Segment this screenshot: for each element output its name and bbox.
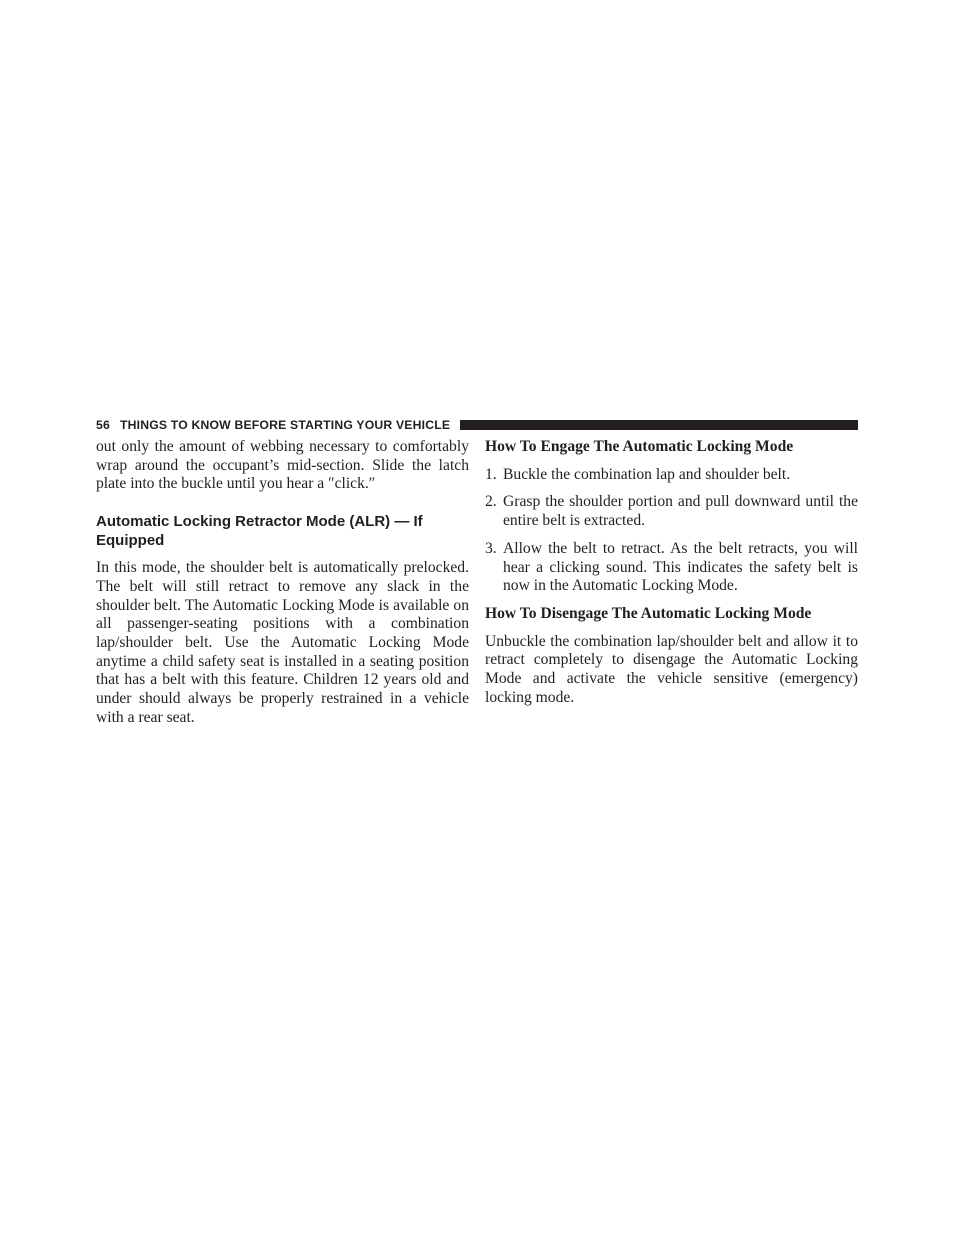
- step-text: Buckle the combination lap and shoulder belt.: [503, 465, 791, 483]
- list-item: [485, 493, 858, 530]
- intro-paragraph: out only the amount of webbing necessary to comfortably wrap around the occupant’s mid-section. Slide the latch plate into the buckle until you hear a ″click.″: [96, 438, 469, 493]
- engage-steps-list: [485, 466, 858, 596]
- step-number: 2.: [485, 493, 497, 511]
- step-text: Allow the belt to retract. As the belt retracts, you will hear a clicking sound. This indicates the safety belt is now in the Automatic Locking Mode.: [503, 539, 858, 595]
- header-rule-bar: [460, 420, 858, 430]
- right-column: [485, 438, 858, 707]
- page-header: [96, 416, 858, 433]
- list-item: [485, 540, 858, 596]
- engage-heading: How To Engage The Automatic Locking Mode: [485, 438, 794, 455]
- page-number: 56: [96, 417, 110, 432]
- list-item: [485, 466, 858, 485]
- running-section-title: THINGS TO KNOW BEFORE STARTING YOUR VEHICLE: [119, 417, 451, 432]
- alr-heading: Automatic Locking Retractor Mode (ALR) — If Equipped: [96, 513, 423, 549]
- step-number: 1.: [485, 465, 497, 483]
- step-text: Grasp the shoulder portion and pull downward until the entire belt is extracted.: [503, 493, 858, 530]
- alr-paragraph: In this mode, the shoulder belt is automatically prelocked. The belt will still retract to remove any slack in the shoulder belt. The Automatic Locking Mode is available on all passenger-seating positions with a combination lap/shoulder belt. Use the Automatic Locking Mode anytime a child safety seat is installed in a seating position that has a belt with this feature. Children 12 years old and under should always be properly restrained in a vehicle with a rear seat.: [96, 559, 469, 726]
- disengage-heading: How To Disengage The Automatic Locking Mode: [485, 604, 812, 622]
- left-column: [96, 438, 469, 727]
- step-number: 3.: [485, 539, 497, 557]
- disengage-paragraph: Unbuckle the combination lap/shoulder belt and allow it to retract completely to disengage the Automatic Locking Mode and activate the vehicle sensitive (emergency) locking mode.: [485, 632, 858, 706]
